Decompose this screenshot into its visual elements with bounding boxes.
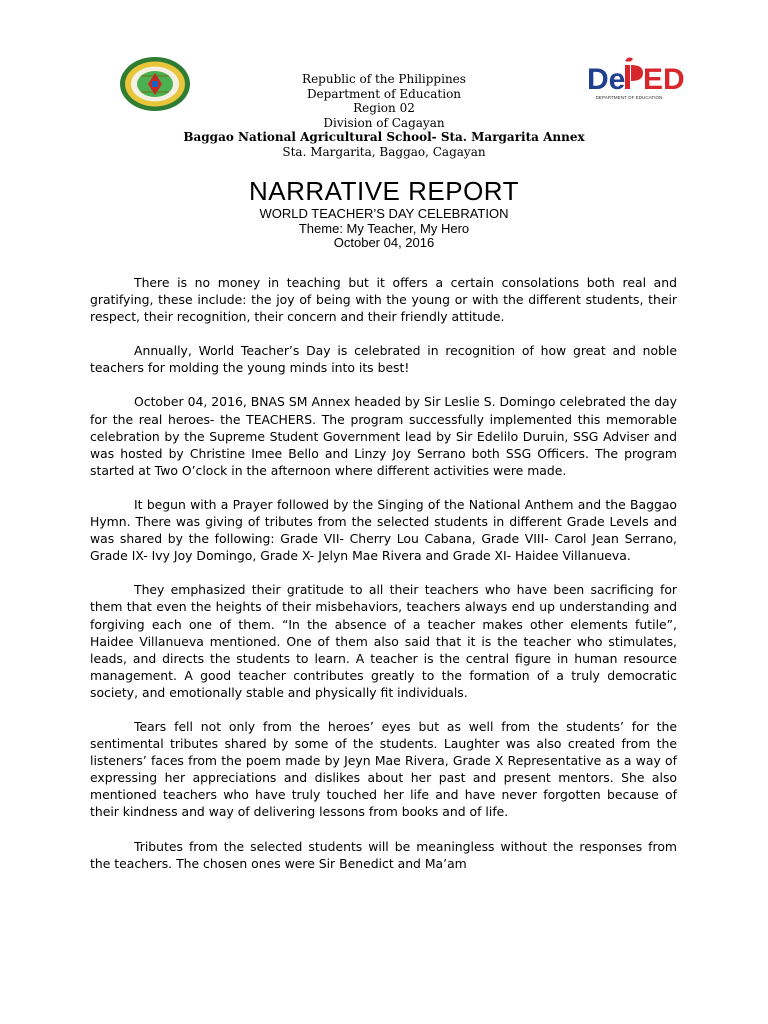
- event-name: WORLD TEACHER’S DAY CELEBRATION: [259, 206, 509, 221]
- deped-logo-de: De: [587, 63, 626, 96]
- event-theme: Theme: My Teacher, My Hero: [298, 220, 470, 236]
- paragraph: Tears fell not only from the heroes’ eyes but as well from the students’ for the sentimental tributes shared by some of the students. Laughter was also created from the listeners’ faces from the poem made by Jeyn Mae Rivera, Grade X Representative as a way of expressing her appreciations and dislikes about her past and present mentors. She also mentioned teachers who have truly touched her life and have never forgotten because of their kindness and way of delivering lessons from books and of life.: [90, 718, 677, 820]
- letterhead-address: Sta. Margarita, Baggao, Cagayan: [282, 144, 486, 159]
- letterhead: [0, 72, 768, 159]
- paragraph: Tributes from the selected students will be meaningless without the responses from the teachers. The chosen ones were Sir Benedict and Ma’am: [90, 838, 677, 871]
- report-body: [90, 274, 677, 889]
- letterhead-school: Baggao National Agricultural School- Sta. Margarita Annex: [183, 130, 585, 144]
- event-date: October 04, 2016: [333, 235, 435, 250]
- letterhead-division: Division of Cagayan: [323, 115, 445, 130]
- paragraph: October 04, 2016, BNAS SM Annex headed by Sir Leslie S. Domingo celebrated the day for the real heroes- the TEACHERS. The program successfully implemented this memorable celebration by the Supreme Student Government lead by Sir Edelilo Duruin, SSG Adviser and was hosted by Christine Imee Bello and Linzy Joy Serrano both SSG Officers. The program started at Two O’clock in the afternoon where different activities were made.: [90, 394, 677, 478]
- letterhead-country: Republic of the Philippines: [302, 72, 466, 86]
- paragraph: It begun with a Prayer followed by the Singing of the National Anthem and the Baggao Hymn. There was giving of tributes from the selected students in different Grade Levels and was shared by the following: Grade VII- Cherry Lou Cabana, Grade VIII- Carol Jean Serrano, Grade IX- Ivy Joy Domingo, Grade X- Jelyn Mae Rivera and Grade XI- Haidee Villanueva.: [90, 496, 677, 564]
- paragraph: There is no money in teaching but it offers a certain consolations both real and gratifying, these include: the joy of being with the young or with the different students, their respect, their recognition, their concern and their friendly attitude.: [90, 275, 677, 325]
- deped-logo-ed: ED: [643, 63, 685, 96]
- paragraph: Annually, World Teacher’s Day is celebrated in recognition of how great and noble teachers for molding the young minds into its best!: [90, 343, 677, 376]
- letterhead-region: Region 02: [353, 101, 415, 115]
- report-title: NARRATIVE REPORT: [249, 176, 519, 206]
- report-title-block: [0, 175, 768, 251]
- paragraph: They emphasized their gratitude to all their teachers who have been sacrificing for them that even the heights of their misbehaviors, teachers always end up understanding and forgiving each one of them. “In the absence of a teacher makes other elements futile”, Haidee Villanueva mentioned. One of them also said that it is the teacher who stimulates, leads, and directs the students to learn. A teacher is the central figure in human resource management. A good teacher contributes greatly to the formation of a truly democratic society, and emotionally stable and physically fit individuals.: [90, 582, 677, 700]
- deped-logo-caption: DEPARTMENT OF EDUCATION: [595, 95, 663, 100]
- letterhead-department: Department of Education: [306, 86, 462, 101]
